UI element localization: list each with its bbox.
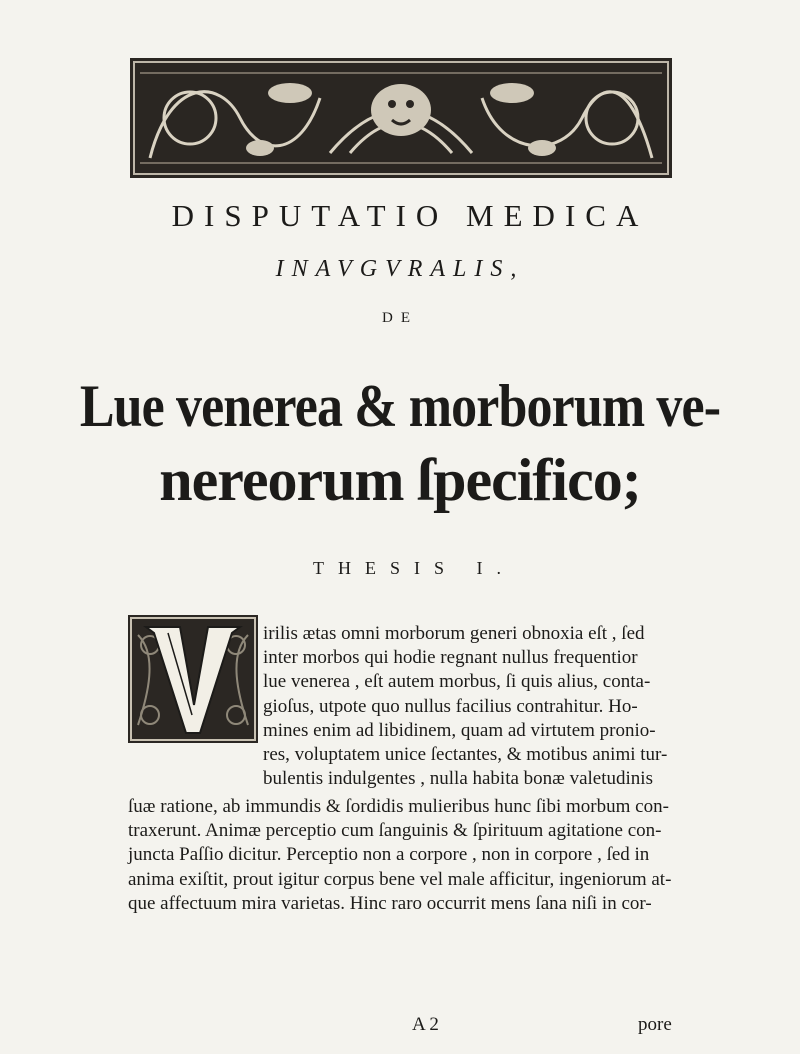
body-line: irilis ætas omni morborum generi obnoxia eſt , ſed: [263, 623, 645, 644]
thesis-heading: THESIS I.: [313, 558, 515, 578]
subtitle: INAVGVRALIS,: [275, 256, 525, 282]
ornamental-headpiece: [130, 58, 672, 178]
body-line: bulentis indulgentes , nulla habita bonæ valetudinis: [263, 768, 653, 790]
body-line: inter morbos qui hodie regnant nullus frequentior: [263, 647, 638, 669]
body-line: mines enim ad libidinem, quam ad virtutem pronio-: [263, 719, 656, 741]
catchword: pore: [638, 1014, 672, 1035]
de-word: DE: [382, 310, 418, 326]
body-line: que affectuum mira varietas. Hinc raro occurrit mens ſana niſi in cor-: [128, 892, 652, 914]
body-line: anima exiſtit, prout igitur corpus bene vel male afficitur, ingeniorum at-: [128, 868, 672, 890]
body-line: res, voluptatem unice ſectantes, & motibus animi tur-: [263, 744, 668, 765]
body-line: gioſus, utpote quo nullus facilius contrahitur. Ho-: [263, 695, 638, 717]
signature-mark: A 2: [412, 1014, 439, 1035]
title: DISPUTATIO MEDICA: [171, 198, 649, 233]
body-line: ſuæ ratione, ab immundis & ſordidis mulieribus hunc ſibi morbum con-: [128, 796, 669, 817]
main-title-line-1: Lue venerea & morborum ve-: [79, 373, 721, 439]
body-line: traxerunt. Animæ perceptio cum ſanguinis & ſpirituum agitatione con-: [128, 820, 662, 842]
decorated-initial-v: [128, 615, 258, 743]
main-title-line-2: nereorum ſpecifico;: [159, 447, 641, 513]
body-line: lue venerea , eſt autem morbus, ſi quis alius, conta-: [263, 671, 651, 693]
body-line: juncta Paſſio dicitur. Perceptio non a corpore , non in corpore , ſed in: [128, 844, 650, 866]
